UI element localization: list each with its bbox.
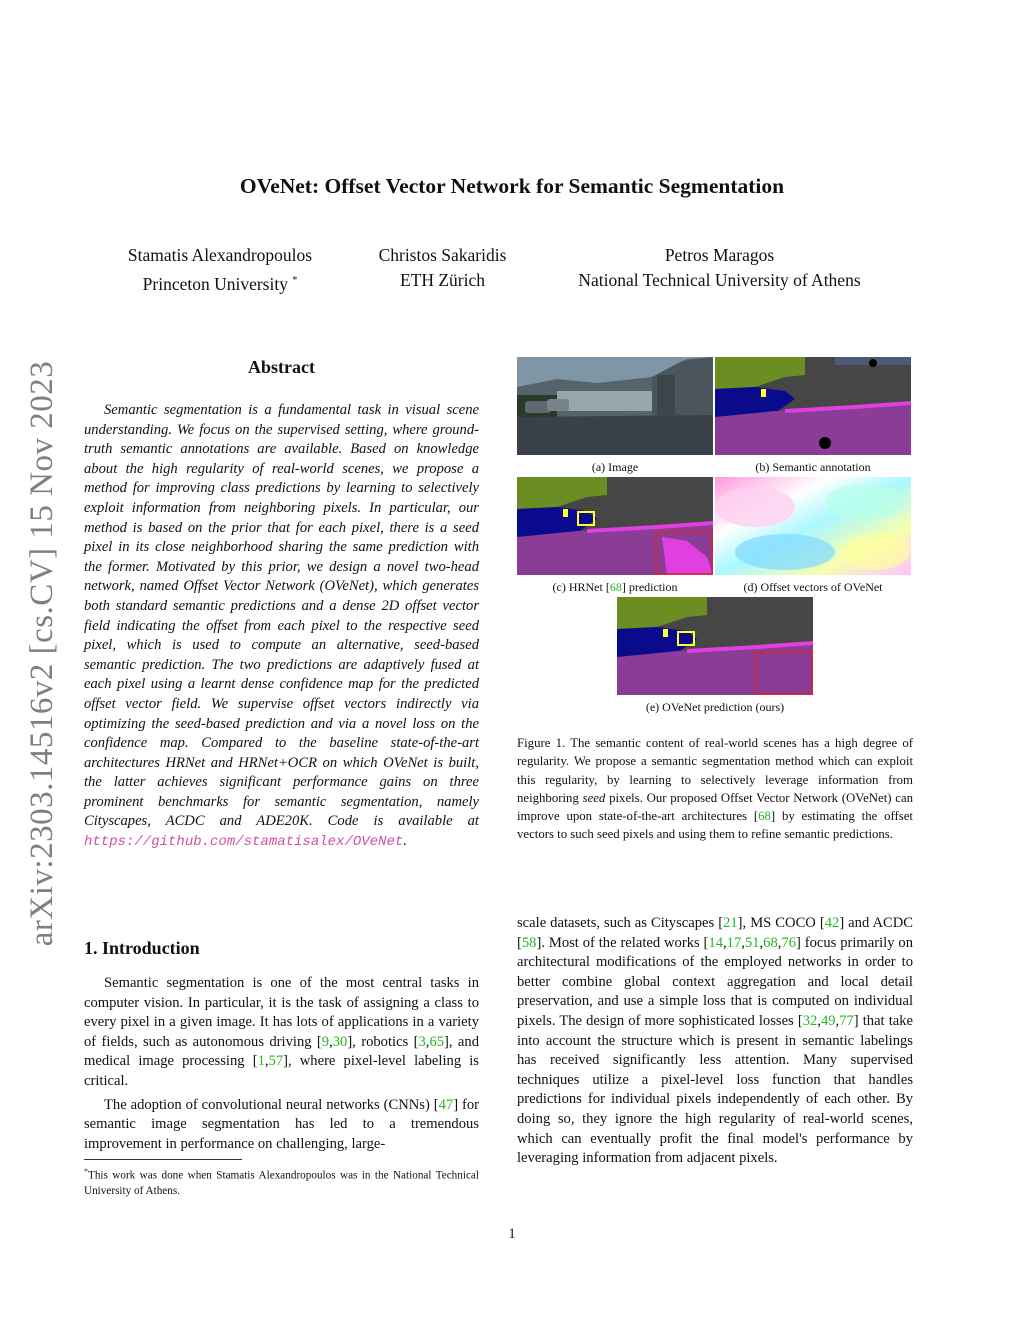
citation[interactable]: 1 xyxy=(257,1053,265,1070)
citation[interactable]: 51 xyxy=(744,934,760,951)
citation[interactable]: 17 xyxy=(726,934,742,951)
citation[interactable]: 42 xyxy=(824,915,840,931)
author-affiliation: National Technical University of Athens xyxy=(578,270,861,290)
citation[interactable]: 49 xyxy=(820,1012,836,1029)
citation[interactable]: 68 xyxy=(763,934,778,951)
citation[interactable]: 68 xyxy=(758,809,771,824)
footnote-mark: * xyxy=(292,275,298,286)
author-name: Petros Maragos xyxy=(664,245,775,265)
paper-title: OVeNet: Offset Vector Network for Semantic Segmentation xyxy=(239,174,785,198)
introduction-continued: scale datasets, such as Cityscapes [21], MS COCO [42] and ACDC [58]. Most of the related works [14,17,51,68,76] focus primarily on architectural modifications of the employed networks in order to better combine global context aggregation and local detail preservation, and use a simple loss that is computed on individual pixels. The design of more sophisticated losses [32,49,77] that take into account the structure which is present in semantic labelings has received significantly less attention. Many supervised techniques utilize a pixel-level loss function that handles predictions for individual pixels independently of each other. By doing so, they ignore the high regularity of real-world scenes, which can eventually profit the final model's performance by leveraging information from adjacent pixels. xyxy=(517,915,914,1167)
author-block-2 xyxy=(355,243,530,293)
citation[interactable]: 65 xyxy=(429,1033,445,1050)
subcaption-a: (a) Image xyxy=(591,460,639,474)
author-affiliation: ETH Zürich xyxy=(399,270,486,290)
figure-panel-ovenet-prediction xyxy=(617,597,813,695)
footnote-rule xyxy=(84,1159,242,1160)
subcaption-b: (b) Semantic annotation xyxy=(755,460,871,474)
subcaption-e: (e) OVeNet prediction (ours) xyxy=(645,700,785,714)
figure-panel-hrnet-prediction xyxy=(517,477,713,575)
introduction-text xyxy=(84,974,479,1154)
author-name: Stamatis Alexandropoulos xyxy=(127,245,313,265)
arxiv-id: arXiv:2303.14516v2 [cs.CV] 15 Nov 2023 xyxy=(24,360,61,946)
figure-panel-image xyxy=(517,357,713,455)
citation[interactable]: 47 xyxy=(438,1096,454,1113)
citation[interactable]: 9 xyxy=(321,1033,330,1050)
abstract-heading: Abstract xyxy=(248,357,315,377)
code-link[interactable]: https://github.com/stamatisalex/OVeNet xyxy=(84,834,404,851)
citation[interactable]: 14 xyxy=(708,934,724,951)
page-number: 1 xyxy=(508,1226,516,1242)
figure-caption: Figure 1. The semantic content of real-world scenes has a high degree of regularity. We propose a semantic segmentation method which can exploit this regularity, by learning to selectively leverage information from neighboring seed pixels. Our proposed Offset Vector Network (OVeNet) can improve upon state-of-the-art architectures [68] by estimating the offset vectors to such seed pixels and using them to refine semantic predictions. xyxy=(517,736,914,842)
figure-panel-semantic-annotation xyxy=(715,357,911,455)
citation[interactable]: 58 xyxy=(521,934,537,951)
intro-paragraph-1: Semantic segmentation is one of the most central tasks in computer vision. In particular, it is the task of assigning a class to every pixel in a given image. It has lots of applications in a variety of fields, such as autonomous driving [9,30], robotics [3,65], and medical image processing [1,57], where pixel-level labeling is critical. xyxy=(84,975,480,1089)
intro-paragraph-2: The adoption of convolutional neural networks (CNNs) [47] for semantic image segmentation has led to a tremendous improvement in performance on challenging, large- xyxy=(84,1096,479,1152)
subcaption-d: (d) Offset vectors of OVeNet xyxy=(743,580,883,594)
abstract-text: Semantic segmentation is a fundamental task in visual scene understanding. We focus on the supervised setting, where ground-truth semantic annotations are available. Based on knowledge about the high regularity of real-world scenes, we propose a method for improving class predictions by learning to selectively exploit information from neighboring pixels. In particular, our method is based on the prior that for each pixel, there is a seed pixel in its close neighborhood sharing the same prediction with the former. Motivated by this prior, we design a novel two-head network, named Offset Vector Network (OVeNet), which generates both standard semantic predictions and a dense 2D offset vector field indicating the offset from each pixel to the respective seed pixel, which is used to compute an alternative, seed-based semantic prediction. The two predictions are adaptively fused at each pixel using a learnt dense confidence map for the predicted offset vector field. We supervise offset vectors indirectly via optimizing the seed-based prediction and via a novel loss on the confidence map. Compared to the baseline state-of-the-art architectures HRNet and HRNet+OCR on which OVeNet is built, the latter achieves significant performance gains on three prominent benchmarks for semantic segmentation, namely Cityscapes, ACDC and ADE20K. Code is available at https://github.com/stamatisalex/OVeNet. xyxy=(84,402,479,851)
citation[interactable]: 68 xyxy=(609,580,622,594)
footnote: *This work was done when Stamatis Alexandropoulos was in the National Technical University of Athens. xyxy=(84,1167,479,1197)
citation[interactable]: 57 xyxy=(268,1053,284,1070)
author-affiliation: Princeton University * xyxy=(142,273,298,294)
figure-panel-offset-vectors xyxy=(715,477,911,575)
citation[interactable]: 30 xyxy=(332,1033,348,1050)
subcaption-c: (c) HRNet [68] prediction xyxy=(552,580,678,594)
citation[interactable]: 32 xyxy=(802,1012,818,1029)
introduction-heading: 1. Introduction xyxy=(84,938,200,958)
author-name: Christos Sakaridis xyxy=(378,245,507,265)
arxiv-sidebar-stamp xyxy=(26,348,60,958)
citation[interactable]: 76 xyxy=(781,934,797,951)
author-block-3 xyxy=(552,243,887,293)
author-block-1 xyxy=(105,243,335,297)
citation[interactable]: 3 xyxy=(418,1033,426,1050)
citation[interactable]: 77 xyxy=(839,1012,854,1029)
citation[interactable]: 21 xyxy=(723,915,738,931)
